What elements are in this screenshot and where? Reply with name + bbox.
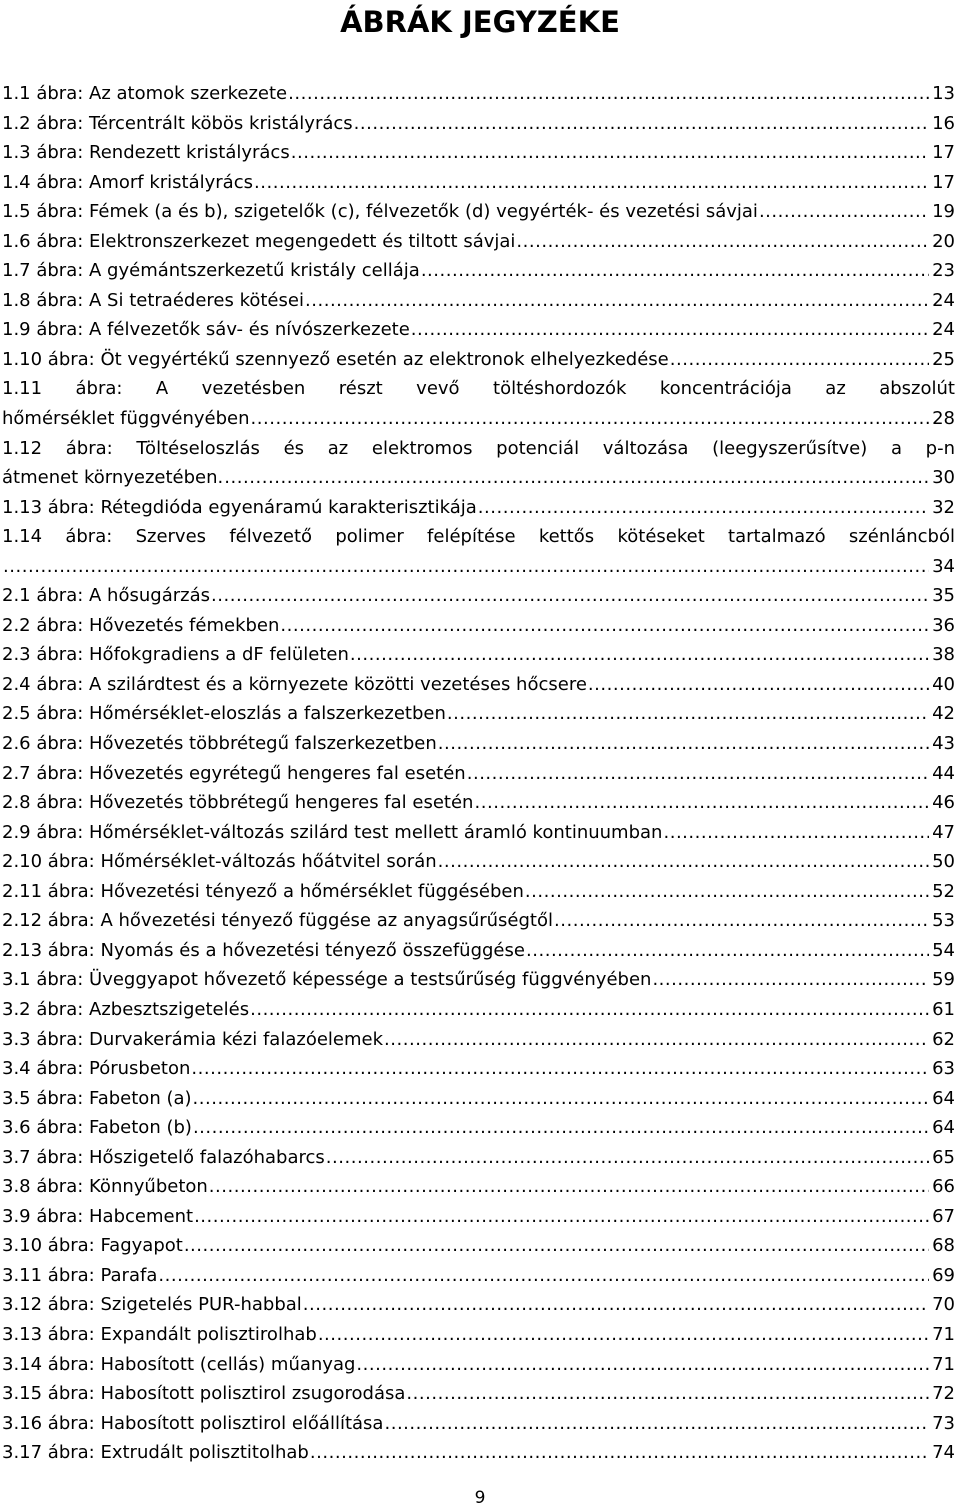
- toc-entry-page: 34: [932, 555, 955, 577]
- toc-entry-page: 73: [932, 1412, 955, 1434]
- toc-entry-label: 3.12 ábra: Szigetelés PUR-habbal: [2, 1294, 302, 1316]
- toc-leader-dots: [193, 1084, 930, 1114]
- toc-leader-dots: [438, 729, 929, 759]
- toc-entry: [2, 818, 955, 848]
- toc-entry: [2, 1290, 955, 1320]
- toc-leader-dots: [350, 640, 929, 670]
- toc-entry-page: 62: [932, 1028, 955, 1050]
- toc-entry-label: 1.3 ábra: Rendezett kristályrács: [2, 142, 290, 164]
- toc-entry: [2, 1320, 955, 1350]
- toc-entry: 1.11 ábra: A vezetésben részt vevő töltéshordozók koncentrációja az abszolút: [2, 378, 955, 400]
- toc-entry: [2, 197, 955, 227]
- toc-entry: [2, 1438, 955, 1468]
- toc-entry: [2, 1379, 955, 1409]
- toc-entry-label: 3.6 ábra: Fabeton (b): [2, 1117, 192, 1139]
- toc-entry: [2, 965, 955, 995]
- toc-entry-page: 63: [932, 1058, 955, 1080]
- toc-entry-label: 2.9 ábra: Hőmérséklet-változás szilárd test mellett áramló kontinuumban: [2, 821, 663, 843]
- toc-entry-page: 36: [932, 614, 955, 636]
- toc-leader-dots: [251, 404, 930, 434]
- toc-entry-page: 74: [932, 1442, 955, 1464]
- toc-entry: [2, 227, 955, 257]
- toc-entry-page: 52: [932, 880, 955, 902]
- toc-entry: [2, 1350, 955, 1380]
- toc-entry-label: 1.4 ábra: Amorf kristályrács: [2, 171, 253, 193]
- toc-entry-label: 2.2 ábra: Hővezetés fémekben: [2, 614, 280, 636]
- toc-entry-continuation: [2, 463, 955, 493]
- toc-entry-page: 38: [932, 644, 955, 666]
- toc-entry: [2, 759, 955, 789]
- toc-entry: [2, 286, 955, 316]
- toc-entry-page: 65: [932, 1146, 955, 1168]
- toc-entry-label: 2.13 ábra: Nyomás és a hővezetési tényező összefüggése: [2, 939, 525, 961]
- toc-entry-label: 2.10 ábra: Hőmérséklet-változás hőátvitel során: [2, 851, 437, 873]
- toc-leader-dots: [194, 1202, 929, 1232]
- toc-leader-dots: [421, 256, 929, 286]
- toc-leader-dots: [211, 581, 929, 611]
- toc-entry-continuation: [2, 552, 955, 582]
- toc-leader-dots: [652, 965, 929, 995]
- toc-entry-page: 64: [932, 1117, 955, 1139]
- toc-leader-dots: [354, 109, 929, 139]
- toc-leader-dots: [280, 611, 929, 641]
- toc-entry: [2, 79, 955, 109]
- toc-leader-dots: [3, 552, 929, 582]
- page-title: ÁBRÁK JEGYZÉKE: [340, 5, 620, 39]
- toc-entry: [2, 788, 955, 818]
- toc-leader-dots: [474, 788, 929, 818]
- toc-leader-dots: [406, 1379, 929, 1409]
- toc-entry-page: 17: [932, 171, 955, 193]
- toc-leader-dots: [209, 1172, 929, 1202]
- toc-entry-label: 3.7 ábra: Hőszigetelő falazóhabarcs: [2, 1146, 325, 1168]
- toc-entry-page: 50: [932, 851, 955, 873]
- toc-entry: [2, 138, 955, 168]
- toc-entry: [2, 729, 955, 759]
- toc-entry-label: 3.1 ábra: Üveggyapot hővezető képessége a testsűrűség függvényében: [2, 969, 652, 991]
- toc-entry-label: 3.3 ábra: Durvakerámia kézi falazóelemek: [2, 1028, 384, 1050]
- toc-leader-dots: [384, 1409, 929, 1439]
- toc-leader-dots: [588, 670, 929, 700]
- toc-leader-dots: [554, 906, 929, 936]
- toc-entry-label: 3.16 ábra: Habosított polisztirol előállítása: [2, 1412, 384, 1434]
- toc-entry-label: 3.8 ábra: Könnyűbeton: [2, 1176, 208, 1198]
- toc-entry: [2, 877, 955, 907]
- toc-leader-dots: [305, 286, 929, 316]
- toc-entry-label: 1.5 ábra: Fémek (a és b), szigetelők (c), félvezetők (d) vegyérték- és vezetési sávjai: [2, 201, 758, 223]
- toc-entry-label: 1.10 ábra: Öt vegyértékű szennyező esetén az elektronok elhelyezkedése: [2, 348, 669, 370]
- toc-entry-page: 71: [932, 1353, 955, 1375]
- toc-entry: [2, 1202, 955, 1232]
- toc-entry-label: 3.11 ábra: Parafa: [2, 1264, 158, 1286]
- toc-leader-dots: [384, 1025, 929, 1055]
- toc-entry-page: 19: [932, 201, 955, 223]
- toc-entry-page: 53: [932, 910, 955, 932]
- toc-entry: 1.14 ábra: Szerves félvezető polimer felépítése kettős kötéseket tartalmazó szénláncból: [2, 526, 955, 548]
- toc-entry: [2, 493, 955, 523]
- toc-entry: [2, 581, 955, 611]
- toc-entry: [2, 345, 955, 375]
- toc-entry-page: 44: [932, 762, 955, 784]
- toc-entry-page: 71: [932, 1323, 955, 1345]
- toc-entry-label: 2.5 ábra: Hőmérséklet-eloszlás a falszerkezetben: [2, 703, 446, 725]
- toc-entry: [2, 256, 955, 286]
- toc-entry-page: 66: [932, 1176, 955, 1198]
- toc-entry-page: 70: [932, 1294, 955, 1316]
- toc-entry-page: 72: [932, 1383, 955, 1405]
- toc-entry: [2, 1143, 955, 1173]
- toc-entry-page: 54: [932, 939, 955, 961]
- toc-entry-page: 68: [932, 1235, 955, 1257]
- toc-entry-continuation: [2, 404, 955, 434]
- toc-entry: [2, 168, 955, 198]
- toc-leader-dots: [193, 1113, 929, 1143]
- toc-entry-label: 3.14 ábra: Habosított (cellás) műanyag: [2, 1353, 356, 1375]
- toc-entry-label: 3.5 ábra: Fabeton (a): [2, 1087, 192, 1109]
- toc-entry-label: 3.10 ábra: Fagyapot: [2, 1235, 183, 1257]
- toc-entry: [2, 315, 955, 345]
- toc-entry: [2, 670, 955, 700]
- toc-entry-label: 2.7 ábra: Hővezetés egyrétegű hengeres fal esetén: [2, 762, 466, 784]
- toc-entry: [2, 1261, 955, 1291]
- toc-leader-dots: [291, 138, 929, 168]
- toc-leader-dots: [663, 818, 929, 848]
- toc-entry-page: 30: [932, 467, 955, 489]
- toc-entry-label: 3.17 ábra: Extrudált polisztitolhab: [2, 1442, 309, 1464]
- toc-leader-dots: [411, 315, 929, 345]
- page-number: 9: [474, 1488, 486, 1508]
- toc-entry-label: 2.4 ábra: A szilárdtest és a környezete közötti vezetéses hőcsere: [2, 673, 587, 695]
- toc-entry: [2, 1231, 955, 1261]
- toc-entry-page: 17: [932, 142, 955, 164]
- toc-entry-page: 61: [932, 998, 955, 1020]
- toc-entry-label: 3.9 ábra: Habcement: [2, 1205, 194, 1227]
- toc-entry: [2, 1084, 955, 1114]
- toc-entry-label: 3.15 ábra: Habosított polisztirol zsugorodása: [2, 1383, 406, 1405]
- toc-entry-label: 2.12 ábra: A hővezetési tényező függése az anyagsűrűségtől: [2, 910, 553, 932]
- toc-leader-dots: [184, 1231, 929, 1261]
- toc-entry-page: 59: [932, 969, 955, 991]
- toc-entry: [2, 1172, 955, 1202]
- toc-entry-label: 2.8 ábra: Hővezetés többrétegű hengeres fal esetén: [2, 792, 474, 814]
- toc-entry-page: 42: [932, 703, 955, 725]
- toc-leader-dots: [310, 1438, 929, 1468]
- toc-entry-page: 13: [932, 83, 955, 104]
- toc-entry-page: 16: [932, 112, 955, 134]
- toc-entry-label: 1.13 ábra: Rétegdióda egyenáramú karakterisztikája: [2, 496, 477, 518]
- toc-entry-page: 28: [932, 408, 955, 430]
- toc-entry-page: 20: [932, 230, 955, 252]
- toc-entry-label: 1.2 ábra: Tércentrált köbös kristályrács: [2, 112, 353, 134]
- toc-leader-dots: [670, 345, 929, 375]
- toc-entry-label: 3.2 ábra: Azbesztszigetelés: [2, 998, 250, 1020]
- toc-entry-page: 24: [932, 319, 955, 341]
- toc-entry-label: 1.8 ábra: A Si tetraéderes kötései: [2, 289, 304, 311]
- toc-entry-label: 1.6 ábra: Elektronszerkezet megengedett és tiltott sávjai: [2, 230, 516, 252]
- toc-entry: [2, 1025, 955, 1055]
- toc-entry-page: 40: [932, 673, 955, 695]
- toc-entry: [2, 1113, 955, 1143]
- toc-leader-dots: [438, 847, 929, 877]
- toc-leader-dots: [467, 759, 929, 789]
- toc-entry: [2, 995, 955, 1025]
- toc-leader-dots: [318, 1320, 929, 1350]
- toc-entry-page: 32: [932, 496, 955, 518]
- toc-entry-label: hőmérséklet függvényében: [2, 408, 250, 430]
- toc-entry-label: 1.1 ábra: Az atomok szerkezete: [2, 83, 288, 104]
- toc-leader-dots: [224, 463, 929, 493]
- toc-leader-dots: [447, 699, 929, 729]
- toc-entry: [2, 611, 955, 641]
- toc-leader-dots: [158, 1261, 929, 1291]
- toc-entry: [2, 936, 955, 966]
- toc-entry-label: 3.4 ábra: Pórusbeton: [2, 1058, 191, 1080]
- toc-entry-page: 24: [932, 289, 955, 311]
- toc-entry-label: átmenet környezetében.: [2, 467, 224, 489]
- toc-entry: [2, 906, 955, 936]
- toc-entry-page: 67: [932, 1205, 955, 1227]
- toc-entry-page: 35: [932, 585, 955, 607]
- toc-leader-dots: [516, 227, 929, 257]
- toc-leader-dots: [526, 936, 929, 966]
- toc-entry-page: 46: [932, 792, 955, 814]
- toc-entry-page: 69: [932, 1264, 955, 1286]
- toc-entry-page: 64: [932, 1087, 955, 1109]
- toc-entry-label: 2.11 ábra: Hővezetési tényező a hőmérséklet függésében: [2, 880, 524, 902]
- toc-leader-dots: [356, 1350, 929, 1380]
- toc-entry: [2, 1409, 955, 1439]
- toc-leader-dots: [303, 1290, 929, 1320]
- toc-entry: [2, 847, 955, 877]
- toc-leader-dots: [288, 79, 929, 109]
- toc-entry-label: 2.1 ábra: A hősugárzás: [2, 585, 210, 607]
- toc-entry-page: 47: [932, 821, 955, 843]
- toc-entry-page: 43: [932, 733, 955, 755]
- toc-entry: [2, 640, 955, 670]
- toc-entry-page: 25: [932, 348, 955, 370]
- toc-entry-label: 1.7 ábra: A gyémántszerkezetű kristály cellája: [2, 260, 420, 282]
- toc-entry: [2, 109, 955, 139]
- toc-entry: 1.12 ábra: Töltéseloszlás és az elektromos potenciál változása (leegyszerűsítve) a p-n: [2, 437, 955, 459]
- toc-leader-dots: [759, 197, 929, 227]
- toc-entry: [2, 699, 955, 729]
- toc-leader-dots: [191, 1054, 929, 1084]
- toc-entry-label: 2.3 ábra: Hőfokgradiens a dF felületen: [2, 644, 349, 666]
- toc-entry: [2, 1054, 955, 1084]
- toc-leader-dots: [250, 995, 929, 1025]
- toc-leader-dots: [525, 877, 929, 907]
- toc-leader-dots: [254, 168, 929, 198]
- toc-leader-dots: [478, 493, 929, 523]
- toc-entry-label: 2.6 ábra: Hővezetés többrétegű falszerkezetben: [2, 733, 437, 755]
- list-of-figures: [2, 79, 955, 1468]
- toc-entry-label: 3.13 ábra: Expandált polisztirolhab: [2, 1323, 317, 1345]
- toc-leader-dots: [326, 1143, 929, 1173]
- toc-entry-page: 23: [932, 260, 955, 282]
- toc-entry-label: 1.9 ábra: A félvezetők sáv- és nívószerkezete: [2, 319, 410, 341]
